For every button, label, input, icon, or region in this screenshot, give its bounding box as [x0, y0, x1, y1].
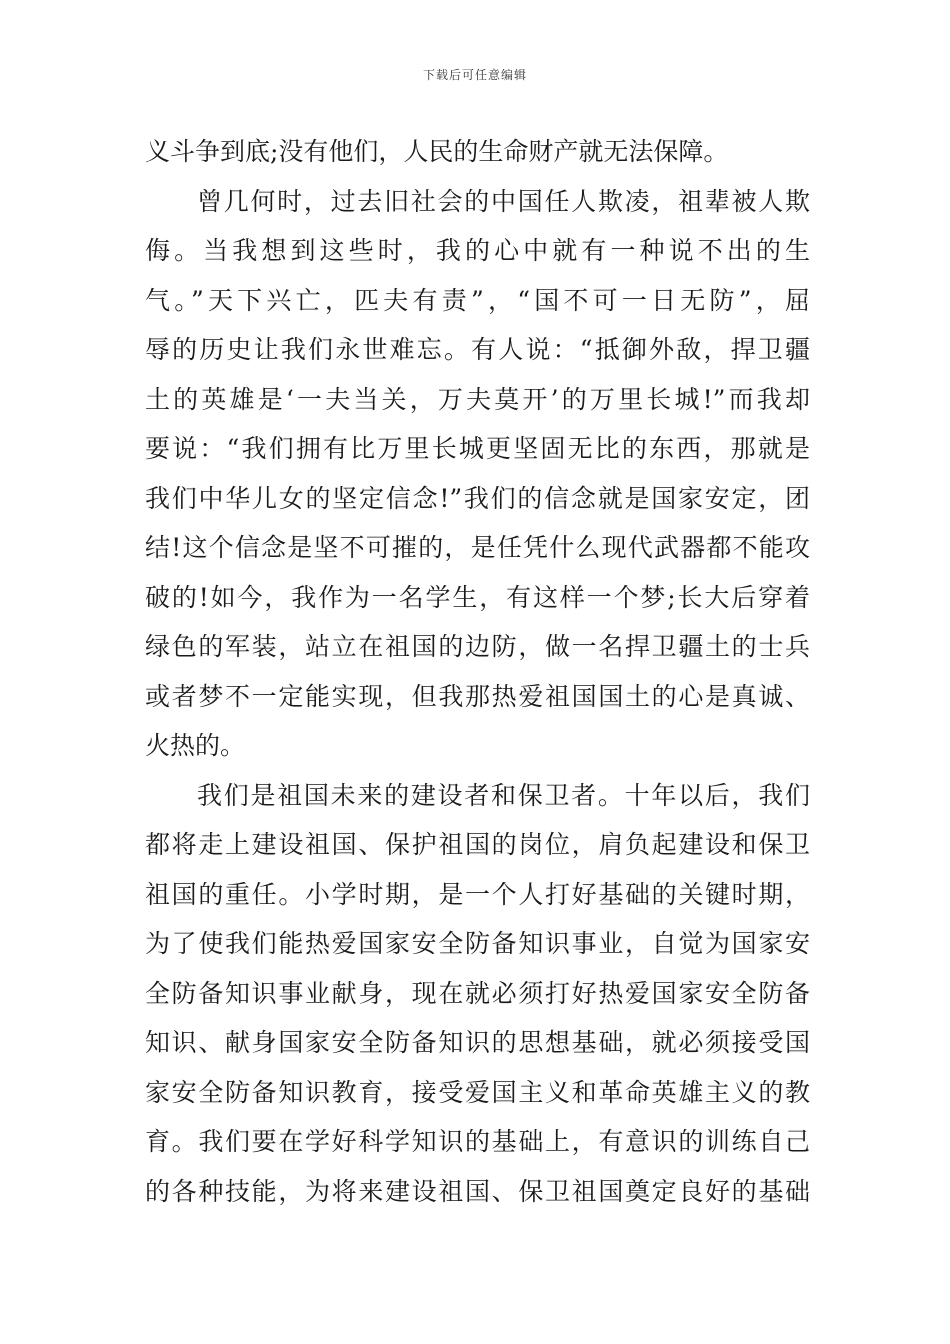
text-line: 辱的历史让我们永世难忘。有人说：“抵御外敌，捍卫疆 [145, 335, 810, 364]
text-line: 或者梦不一定能实现，但我那热爱祖国国土的心是真诚、 [145, 681, 810, 711]
text-line: 土的英雄是‘一夫当关，万夫莫开’的万里长城!”而我却 [145, 384, 810, 414]
text-line: 为了使我们能热爱国家安全防备知识事业，自觉为国家安 [145, 929, 810, 958]
document-body [145, 127, 810, 1216]
text-line: 祖国的重任。小学时期，是一个人打好基础的关键时期， [145, 879, 810, 909]
text-line: 的各种技能，为将来建设祖国、保卫祖国奠定良好的基础 [145, 1176, 810, 1206]
text-line: 要说：“我们拥有比万里长城更坚固无比的东西，那就是 [145, 434, 810, 463]
text-line: 全防备知识事业献身，现在就必须打好热爱国家安全防备 [145, 978, 810, 1008]
text-line: 绿色的军装，站立在祖国的边防，做一名捍卫疆土的士兵 [145, 632, 810, 661]
text-line: 义斗争到底;没有他们，人民的生命财产就无法保障。 [145, 137, 729, 166]
text-line: 气。”天下兴亡，匹夫有责”，“国不可一日无防”，屈 [145, 285, 810, 315]
text-line: 家安全防备知识教育，接受爱国主义和革命英雄主义的教 [145, 1077, 810, 1107]
text-line: 都将走上建设祖国、保护祖国的岗位，肩负起建设和保卫 [145, 830, 810, 859]
text-line: 结!这个信念是坚不可摧的，是任凭什么现代武器都不能攻 [145, 533, 810, 562]
text-line: 曾几何时，过去旧社会的中国任人欺凌，祖辈被人欺 [197, 186, 810, 216]
text-line: 火热的。 [145, 731, 246, 760]
text-line: 知识、献身国家安全防备知识的思想基础，就必须接受国 [145, 1028, 810, 1057]
text-line: 我们是祖国未来的建设者和保卫者。十年以后，我们 [197, 780, 810, 810]
text-line: 破的!如今，我作为一名学生，有这样一个梦;长大后穿着 [145, 582, 810, 612]
text-line: 侮。当我想到这些时，我的心中就有一种说不出的生 [145, 236, 810, 265]
text-line: 我们中华儿女的坚定信念!”我们的信念就是国家安定，团 [145, 483, 810, 513]
text-line: 育。我们要在学好科学知识的基础上，有意识的训练自己 [145, 1127, 810, 1156]
header-note: 下载后可任意编辑 [422, 68, 527, 82]
